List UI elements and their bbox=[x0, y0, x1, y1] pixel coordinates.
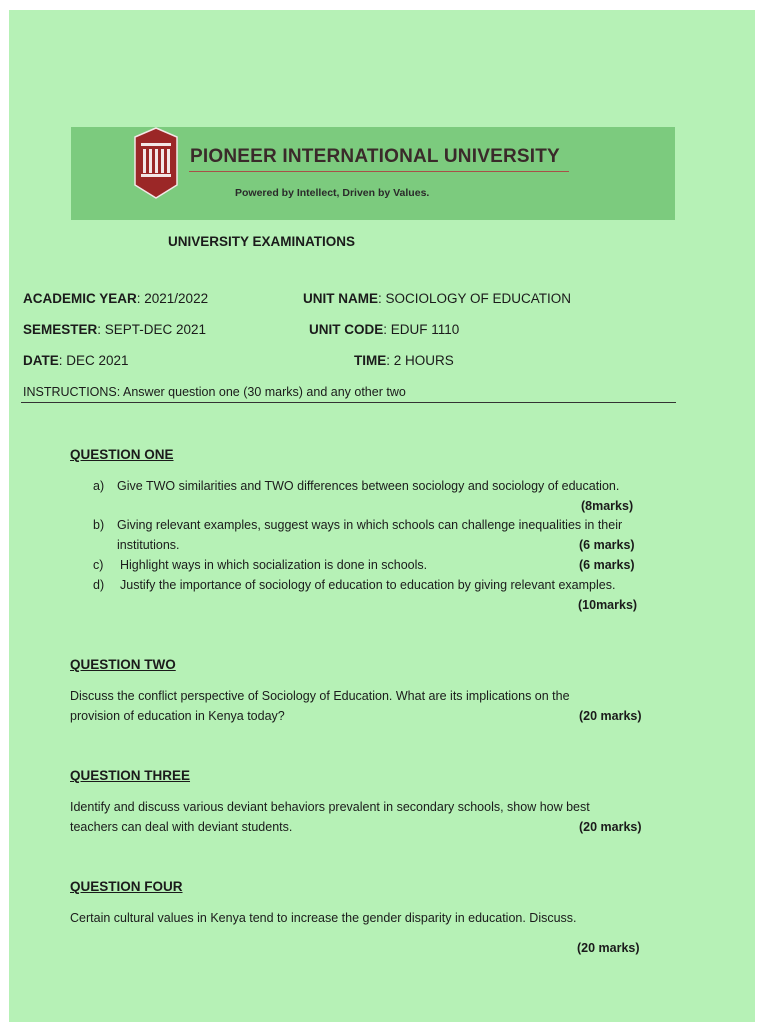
q1-d-marks: (10marks) bbox=[578, 598, 638, 612]
instructions-divider bbox=[21, 402, 676, 403]
q2-marks: (20 marks) bbox=[579, 709, 642, 723]
building-icon bbox=[133, 127, 179, 199]
unit-code: UNIT CODE: EDUF 1110 bbox=[309, 322, 460, 337]
banner-divider bbox=[189, 171, 569, 172]
q2-text-line2: provision of education in Kenya today? bbox=[70, 709, 285, 723]
exam-title: UNIVERSITY EXAMINATIONS bbox=[168, 234, 356, 249]
q1-b-letter: b) bbox=[93, 518, 105, 532]
q1-d-letter: d) bbox=[93, 578, 105, 592]
university-banner bbox=[71, 127, 675, 220]
q1-b-marks: (6 marks) bbox=[579, 538, 635, 552]
q1-c-marks: (6 marks) bbox=[579, 558, 635, 572]
q3-text-line2: teachers can deal with deviant students. bbox=[70, 820, 293, 834]
question-one-heading: QUESTION ONE bbox=[70, 447, 174, 462]
q1-c-letter: c) bbox=[93, 558, 104, 572]
instructions: INSTRUCTIONS: Answer question one (30 marks) and any other two bbox=[23, 385, 406, 399]
q1-a-text: Give TWO similarities and TWO differences between sociology and sociology of education. bbox=[117, 479, 620, 493]
q1-a-letter: a) bbox=[93, 479, 105, 493]
q1-c-text: Highlight ways in which socialization is done in schools. bbox=[120, 558, 428, 572]
q4-text: Certain cultural values in Kenya tend to increase the gender disparity in education. Discuss. bbox=[70, 911, 577, 925]
exam-date: DATE: DEC 2021 bbox=[23, 353, 129, 368]
q1-a-marks: (8marks) bbox=[581, 499, 634, 513]
university-motto: Powered by Intellect, Driven by Values. bbox=[235, 187, 430, 199]
q4-marks: (20 marks) bbox=[577, 941, 640, 955]
q1-b-text-line2: institutions. bbox=[117, 538, 180, 552]
university-logo bbox=[133, 127, 179, 204]
q1-b-text-line1: Giving relevant examples, suggest ways in which schools can challenge inequalities in their bbox=[117, 518, 623, 532]
q1-d-text: Justify the importance of sociology of education to education by giving relevant examples. bbox=[120, 578, 616, 592]
question-four-heading: QUESTION FOUR bbox=[70, 879, 183, 894]
university-name: PIONEER INTERNATIONAL UNIVERSITY bbox=[190, 146, 560, 167]
exam-page bbox=[9, 10, 755, 1022]
q3-marks: (20 marks) bbox=[579, 820, 642, 834]
unit-name: UNIT NAME: SOCIOLOGY OF EDUCATION bbox=[303, 291, 572, 306]
question-three-heading: QUESTION THREE bbox=[70, 768, 191, 783]
semester: SEMESTER: SEPT-DEC 2021 bbox=[23, 322, 207, 337]
q2-text-line1: Discuss the conflict perspective of Sociology of Education. What are its implications on the bbox=[70, 689, 570, 703]
q3-text-line1: Identify and discuss various deviant behaviors prevalent in secondary schools, show how best bbox=[70, 800, 590, 814]
exam-time: TIME: 2 HOURS bbox=[354, 353, 454, 368]
question-two-heading: QUESTION TWO bbox=[70, 657, 176, 672]
academic-year: ACADEMIC YEAR: 2021/2022 bbox=[23, 291, 209, 306]
